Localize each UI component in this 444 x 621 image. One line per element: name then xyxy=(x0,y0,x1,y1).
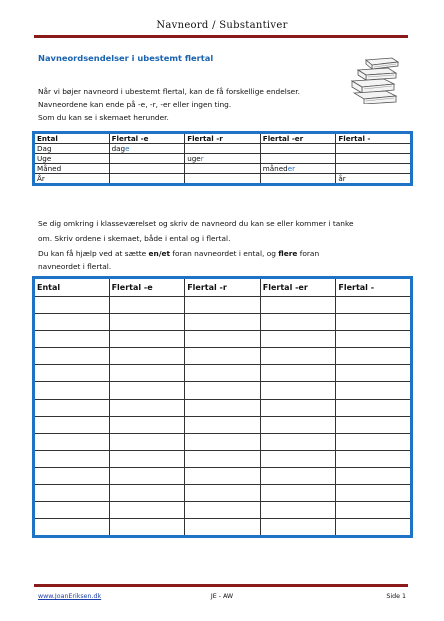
blank-cell[interactable] xyxy=(185,314,261,331)
blank-row[interactable] xyxy=(34,467,412,484)
task-line-2: om. Skriv ordene i skemaet, både i ental og i flertal. xyxy=(38,234,231,243)
blank-cell[interactable] xyxy=(336,365,412,382)
cell-flertal-r xyxy=(185,164,261,174)
blank-cell[interactable] xyxy=(336,314,412,331)
blank-cell[interactable] xyxy=(185,502,261,519)
blank-cell[interactable] xyxy=(260,502,336,519)
cell-flertal-none: år xyxy=(336,174,412,185)
col-header-flertal-r: Flertal -r xyxy=(185,133,261,144)
blank-cell[interactable] xyxy=(185,433,261,450)
cell-flertal-r xyxy=(185,144,261,154)
blank-cell[interactable] xyxy=(185,382,261,399)
intro-line-1: Når vi bøjer navneord i ubestemt flertal, kan de få forskellige endelser. xyxy=(38,87,300,96)
footer-website-link[interactable]: www.JoanEriksen.dk xyxy=(38,593,102,600)
table-row xyxy=(34,154,412,164)
blank-cell[interactable] xyxy=(336,519,412,537)
cell-flertal-er: måneder xyxy=(260,164,336,174)
blank-cell[interactable] xyxy=(34,314,110,331)
blank-cell[interactable] xyxy=(185,519,261,537)
example-table xyxy=(32,131,413,186)
col-header-ental: Ental xyxy=(34,278,110,297)
task-line-3: Du kan få hjælp ved at sætte en/et foran navneordet i ental, og flere foran xyxy=(38,249,320,258)
cell-flertal-er xyxy=(260,144,336,154)
blank-cell[interactable] xyxy=(260,399,336,416)
blank-row[interactable] xyxy=(34,365,412,382)
blank-cell[interactable] xyxy=(336,485,412,502)
blank-cell[interactable] xyxy=(185,331,261,348)
blank-cell[interactable] xyxy=(260,297,336,314)
bold-en-et: en/et xyxy=(148,249,171,258)
col-header-flertal-r: Flertal -r xyxy=(185,278,261,297)
bold-flere: flere xyxy=(278,249,298,258)
blank-row[interactable] xyxy=(34,399,412,416)
blank-cell[interactable] xyxy=(336,450,412,467)
footer-rule xyxy=(34,584,408,587)
cell-flertal-er xyxy=(260,154,336,164)
blank-cell[interactable] xyxy=(336,382,412,399)
blank-cell[interactable] xyxy=(336,433,412,450)
section-subtitle: Navneordsendelser i ubestemt flertal xyxy=(38,53,214,63)
blank-row[interactable] xyxy=(34,519,412,537)
footer-author: JE - AW xyxy=(210,593,234,600)
col-header-flertal-none: Flertal - xyxy=(336,278,412,297)
blank-cell[interactable] xyxy=(34,433,110,450)
blank-cell[interactable] xyxy=(260,416,336,433)
blank-cell[interactable] xyxy=(260,314,336,331)
blank-cell[interactable] xyxy=(109,297,185,314)
blank-cell[interactable] xyxy=(34,297,110,314)
blank-cell[interactable] xyxy=(109,399,185,416)
cell-flertal-e: dage xyxy=(109,144,185,154)
blank-cell[interactable] xyxy=(34,382,110,399)
blank-cell[interactable] xyxy=(185,485,261,502)
blank-row[interactable] xyxy=(34,297,412,314)
cell-flertal-r xyxy=(185,174,261,185)
exercise-body[interactable] xyxy=(34,297,412,537)
cell-flertal-e xyxy=(109,174,185,185)
cell-flertal-e xyxy=(109,164,185,174)
blank-cell[interactable] xyxy=(185,467,261,484)
blank-cell[interactable] xyxy=(109,519,185,537)
blank-cell[interactable] xyxy=(109,314,185,331)
cell-flertal-none xyxy=(336,144,412,154)
cell-ental: Uge xyxy=(34,154,110,164)
blank-cell[interactable] xyxy=(260,519,336,537)
blank-cell[interactable] xyxy=(260,433,336,450)
exercise-table[interactable] xyxy=(32,276,413,538)
col-header-flertal-er: Flertal -er xyxy=(260,133,336,144)
blank-cell[interactable] xyxy=(336,348,412,365)
intro-line-3: Som du kan se i skemaet herunder. xyxy=(38,113,169,122)
blank-cell[interactable] xyxy=(185,450,261,467)
cell-flertal-none xyxy=(336,164,412,174)
blank-cell[interactable] xyxy=(109,485,185,502)
table-row xyxy=(34,164,412,174)
col-header-flertal-e: Flertal -e xyxy=(109,278,185,297)
blank-cell[interactable] xyxy=(109,382,185,399)
blank-cell[interactable] xyxy=(34,416,110,433)
blank-cell[interactable] xyxy=(109,331,185,348)
blank-cell[interactable] xyxy=(34,485,110,502)
books-illustration xyxy=(348,56,404,104)
blank-cell[interactable] xyxy=(34,365,110,382)
blank-cell[interactable] xyxy=(34,348,110,365)
blank-cell[interactable] xyxy=(185,399,261,416)
col-header-ental: Ental xyxy=(34,133,110,144)
blank-row[interactable] xyxy=(34,314,412,331)
cell-ental: År xyxy=(34,174,110,185)
blank-cell[interactable] xyxy=(185,297,261,314)
blank-cell[interactable] xyxy=(260,382,336,399)
blank-row[interactable] xyxy=(34,450,412,467)
blank-cell[interactable] xyxy=(260,331,336,348)
cell-flertal-er xyxy=(260,174,336,185)
cell-flertal-r: uger xyxy=(185,154,261,164)
blank-row[interactable] xyxy=(34,331,412,348)
blank-cell[interactable] xyxy=(185,365,261,382)
blank-cell[interactable] xyxy=(109,348,185,365)
col-header-flertal-er: Flertal -er xyxy=(260,278,336,297)
blank-row[interactable] xyxy=(34,433,412,450)
blank-cell[interactable] xyxy=(185,416,261,433)
blank-cell[interactable] xyxy=(336,467,412,484)
blank-cell[interactable] xyxy=(109,467,185,484)
blank-cell[interactable] xyxy=(260,467,336,484)
blank-row[interactable] xyxy=(34,382,412,399)
col-header-flertal-none: Flertal - xyxy=(336,133,412,144)
blank-cell[interactable] xyxy=(34,502,110,519)
blank-row[interactable] xyxy=(34,348,412,365)
blank-cell[interactable] xyxy=(34,450,110,467)
blank-cell[interactable] xyxy=(34,467,110,484)
blank-cell[interactable] xyxy=(260,485,336,502)
table-row xyxy=(34,144,412,154)
blank-cell[interactable] xyxy=(260,450,336,467)
blank-cell[interactable] xyxy=(336,399,412,416)
footer-page-number: Side 1 xyxy=(386,593,406,600)
blank-cell[interactable] xyxy=(34,331,110,348)
blank-row[interactable] xyxy=(34,502,412,519)
blank-cell[interactable] xyxy=(34,519,110,537)
cell-ental: Måned xyxy=(34,164,110,174)
cell-flertal-e xyxy=(109,154,185,164)
blank-cell[interactable] xyxy=(109,450,185,467)
blank-cell[interactable] xyxy=(34,399,110,416)
col-header-flertal-e: Flertal -e xyxy=(109,133,185,144)
blank-cell[interactable] xyxy=(109,416,185,433)
cell-ental: Dag xyxy=(34,144,110,154)
page-title: Navneord / Substantiver xyxy=(156,20,288,31)
task-line-4: navneordet i flertal. xyxy=(38,262,112,271)
blank-cell[interactable] xyxy=(185,348,261,365)
task-line-1: Se dig omkring i klasseværelset og skriv de navneord du kan se eller kommer i tanke xyxy=(38,219,354,228)
header-rule xyxy=(34,35,408,38)
blank-cell[interactable] xyxy=(336,331,412,348)
intro-line-2: Navneordene kan ende på -e, -r, -er eller ingen ting. xyxy=(38,100,232,109)
blank-cell[interactable] xyxy=(336,416,412,433)
blank-cell[interactable] xyxy=(109,502,185,519)
blank-cell[interactable] xyxy=(336,502,412,519)
blank-row[interactable] xyxy=(34,485,412,502)
blank-cell[interactable] xyxy=(260,348,336,365)
table-row xyxy=(34,174,412,185)
blank-cell[interactable] xyxy=(260,365,336,382)
blank-cell[interactable] xyxy=(109,365,185,382)
blank-row[interactable] xyxy=(34,416,412,433)
cell-flertal-none xyxy=(336,154,412,164)
blank-cell[interactable] xyxy=(109,433,185,450)
blank-cell[interactable] xyxy=(336,297,412,314)
